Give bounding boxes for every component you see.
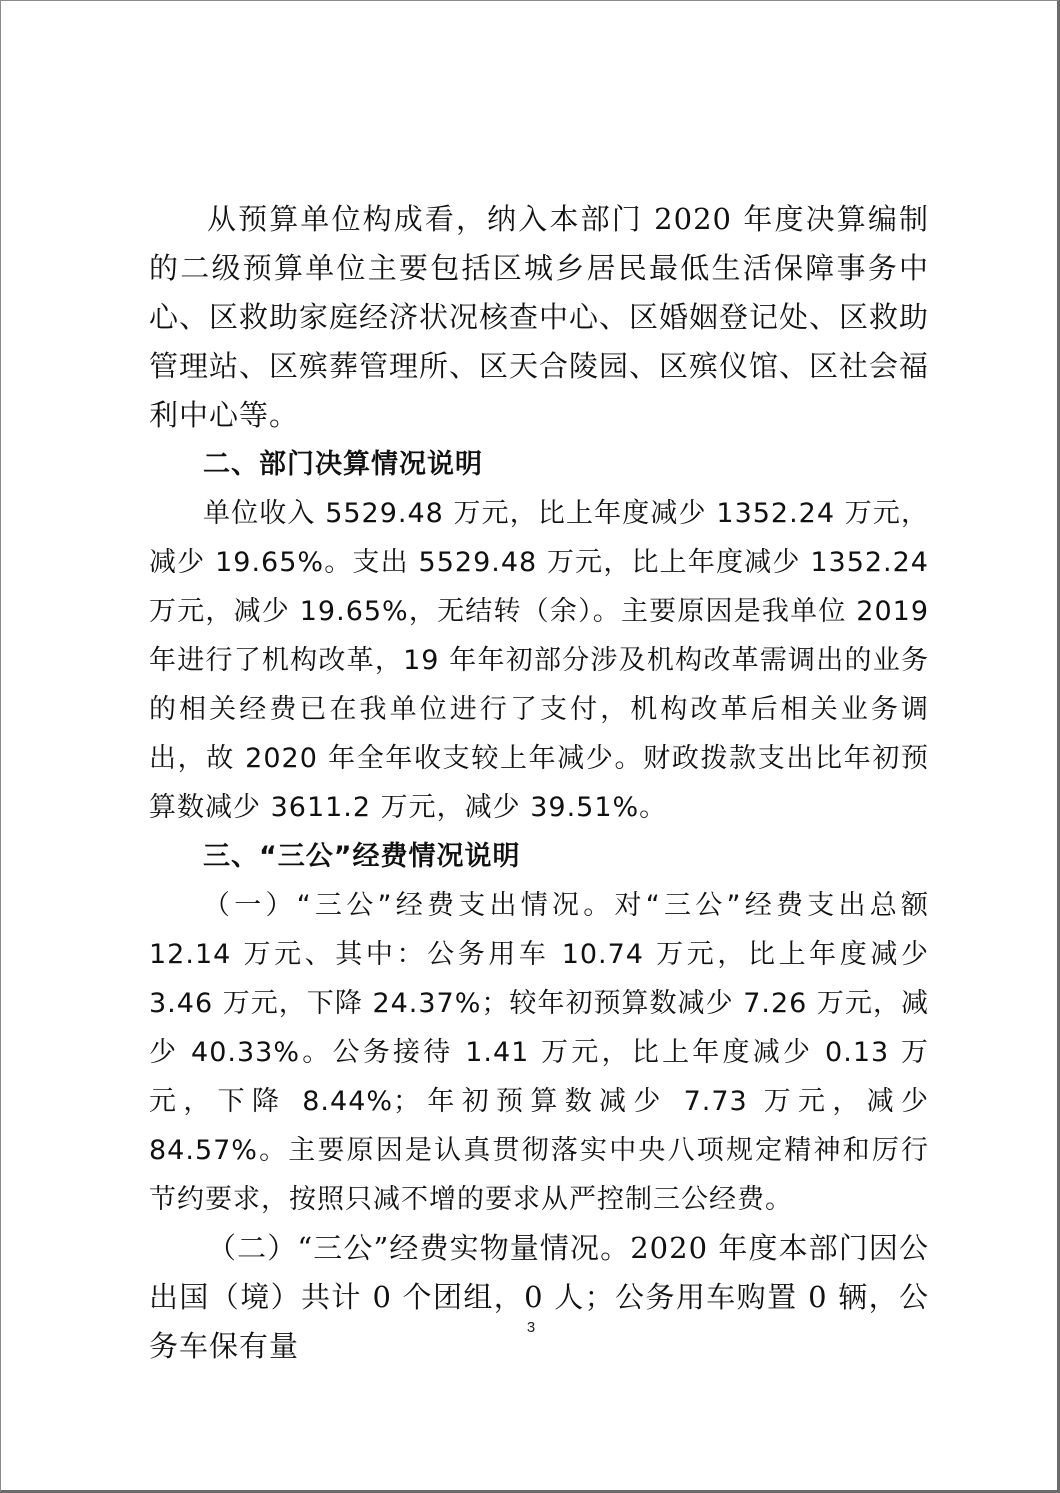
section-heading-final-accounts: 二、部门决算情况说明 bbox=[203, 449, 483, 480]
paragraph-three-public-physical: （二）“三公”经费实物量情况。2020 年度本部门因公出国（境）共计 0 个团组，0 人；公务用车购置 0 辆，公务车保有量 bbox=[149, 1231, 929, 1363]
paragraph-three-public-spending: （一）“三公”经费支出情况。对“三公”经费支出总额 12.14 万元、其中：公务用车 10.74 万元，比上年度减少 3.46 万元，下降 24.37%；较年初预算数减少 7.26 万元，减少 40.33%。公务接待 1.41 万元，比上年度减少 0.13 万元，下降 8.44%；年初预算数减少 7.73 万元，减少 84.57%。主要原因是认真贯彻落实中央八项规定精神和厉行节约要求，按照只减不增的要求从严控制三公经费。 bbox=[149, 890, 929, 1215]
page-number: 3 bbox=[526, 1319, 536, 1336]
section-heading-three-public: 三、“三公”经费情况说明 bbox=[203, 841, 521, 872]
paragraph-budget-units: 从预算单位构成看，纳入本部门 2020 年度决算编制的二级预算单位主要包括区城乡居民最低生活保障事务中心、区救助家庭经济状况核查中心、区婚姻登记处、区救助管理站、区殡葬管理所、区天合陵园、区殡仪馆、区社会福利中心等。 bbox=[149, 202, 930, 432]
paragraph-final-accounts: 单位收入 5529.48 万元，比上年度减少 1352.24 万元，减少 19.65%。支出 5529.48 万元，比上年度减少 1352.24 万元，减少 19.65%，无结转（余）。主要原因是我单位 2019 年进行了机构改革，19 年年初部分涉及机构改革需调出的业务的相关经费已在我单位进行了支付，机构改革后相关业务调出，故 2020 年全年收支较上年减少。财政拨款支出比年初预算数减少 3611.2 万元，减少 39.51%。 bbox=[149, 498, 929, 823]
page-body bbox=[149, 195, 929, 1371]
